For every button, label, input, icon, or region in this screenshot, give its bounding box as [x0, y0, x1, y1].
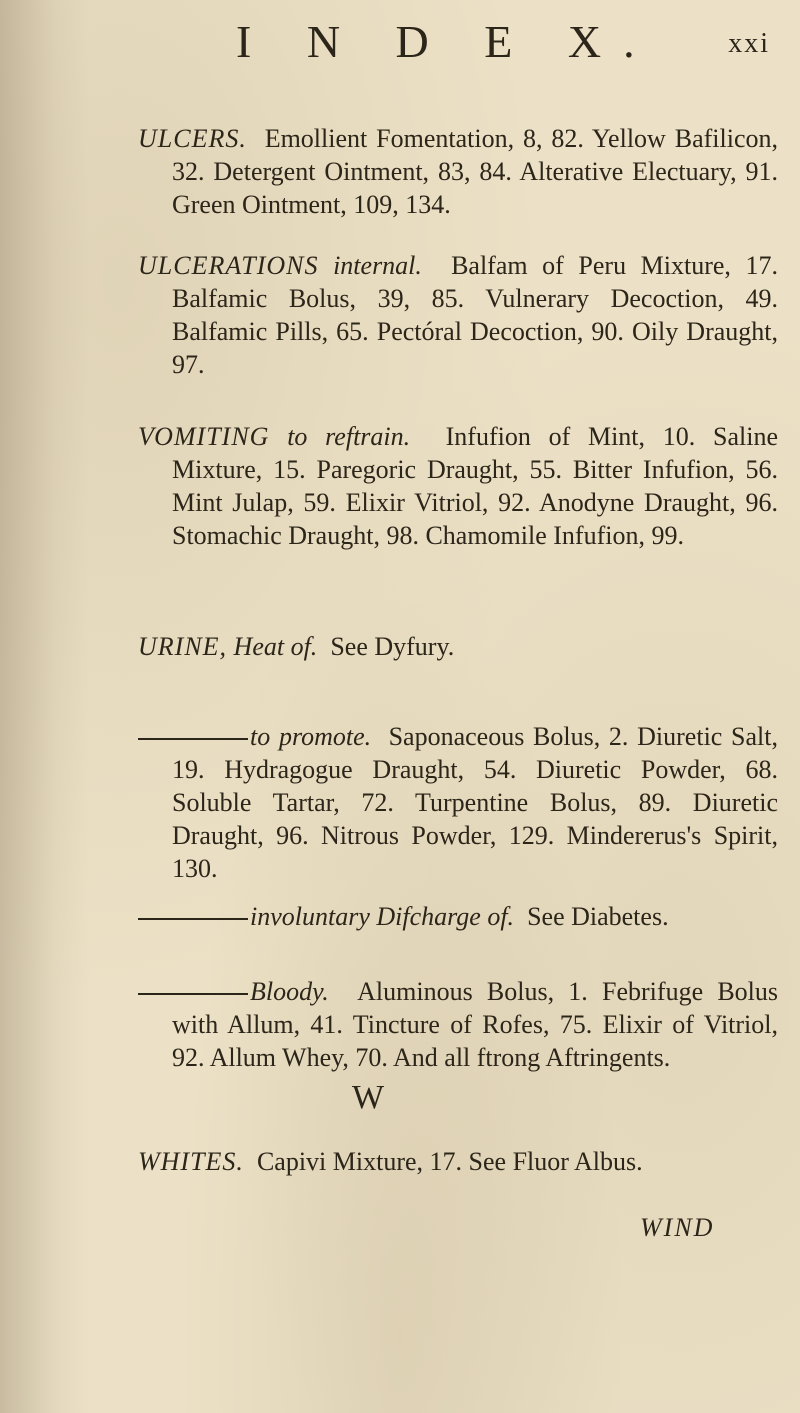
index-entry-urine	[138, 630, 778, 663]
entry-text: Capivi Mixture, 17. See Fluor Albus.	[256, 1147, 643, 1176]
index-subentry-urine-involuntary	[138, 900, 778, 933]
ditto-dash	[138, 993, 248, 995]
entry-qualifier: to reftrain.	[287, 422, 411, 451]
entry-text: Emollient Fomentation, 8, 82. Yellow Bafilicon, 32. Detergent Ointment, 83, 84. Alterative Electuary, 91. Green Ointment, 109, 134.	[172, 124, 778, 219]
entry-text: See Dyfury.	[330, 632, 455, 661]
entry-text: Infufion of Mint, 10. Saline Mixture, 15. Paregoric Draught, 55. Bitter Infufion, 56. Mint Julap, 59. Elixir Vitriol, 92. Anodyne Draught, 96. Stomachic Draught, 98. Chamomile Infufion, 99.	[172, 422, 778, 550]
page-header	[236, 14, 770, 70]
catchword: WIND	[640, 1213, 715, 1242]
index-entry-vomiting	[138, 420, 778, 552]
entry-text: Saponaceous Bolus, 2. Diuretic Salt, 19. Hydragogue Draught, 54. Diuretic Powder, 68. Soluble Tartar, 72. Turpentine Bolus, 89. Diuretic Draught, 96. Nitrous Powder, 129. Mindererus's Spirit, 130.	[172, 722, 778, 883]
entry-text: See Diabetes.	[527, 902, 669, 931]
index-subentry-urine-promote	[138, 720, 778, 885]
entry-qualifier: involuntary Difcharge of.	[250, 902, 515, 931]
entry-term: URINE,	[138, 632, 228, 661]
entry-qualifier: to promote.	[250, 722, 372, 751]
running-head: I N D E X.	[236, 16, 657, 67]
entry-qualifier: internal.	[333, 251, 422, 280]
ditto-dash	[138, 918, 248, 920]
entry-term: VOMITING	[138, 422, 270, 451]
entry-qualifier: Bloody.	[250, 977, 329, 1006]
entry-term: WHITES.	[138, 1147, 244, 1176]
entry-text: Balfam of Peru Mixture, 17. Balfamic Bolus, 39, 85. Vulnerary Decoction, 49. Balfamic Pills, 65. Pectóral Decoction, 90. Oily Draught, 97.	[172, 251, 778, 379]
index-entry-ulcers	[138, 122, 778, 221]
index-entry-whites	[138, 1145, 778, 1178]
entry-term: ULCERS.	[138, 124, 247, 153]
entry-text: Aluminous Bolus, 1. Febrifuge Bolus with Allum, 41. Tincture of Rofes, 75. Elixir of Vitriol, 92. Allum Whey, 70. And all ftrong Aftringents.	[172, 977, 778, 1072]
entry-term: ULCERATIONS	[138, 251, 319, 280]
entry-qualifier: Heat of.	[233, 632, 318, 661]
index-subentry-urine-bloody	[138, 975, 778, 1074]
ditto-dash	[138, 738, 248, 740]
index-entry-ulcerations	[138, 249, 778, 381]
page-number: xxi	[728, 28, 770, 59]
section-letter: W	[352, 1079, 385, 1116]
